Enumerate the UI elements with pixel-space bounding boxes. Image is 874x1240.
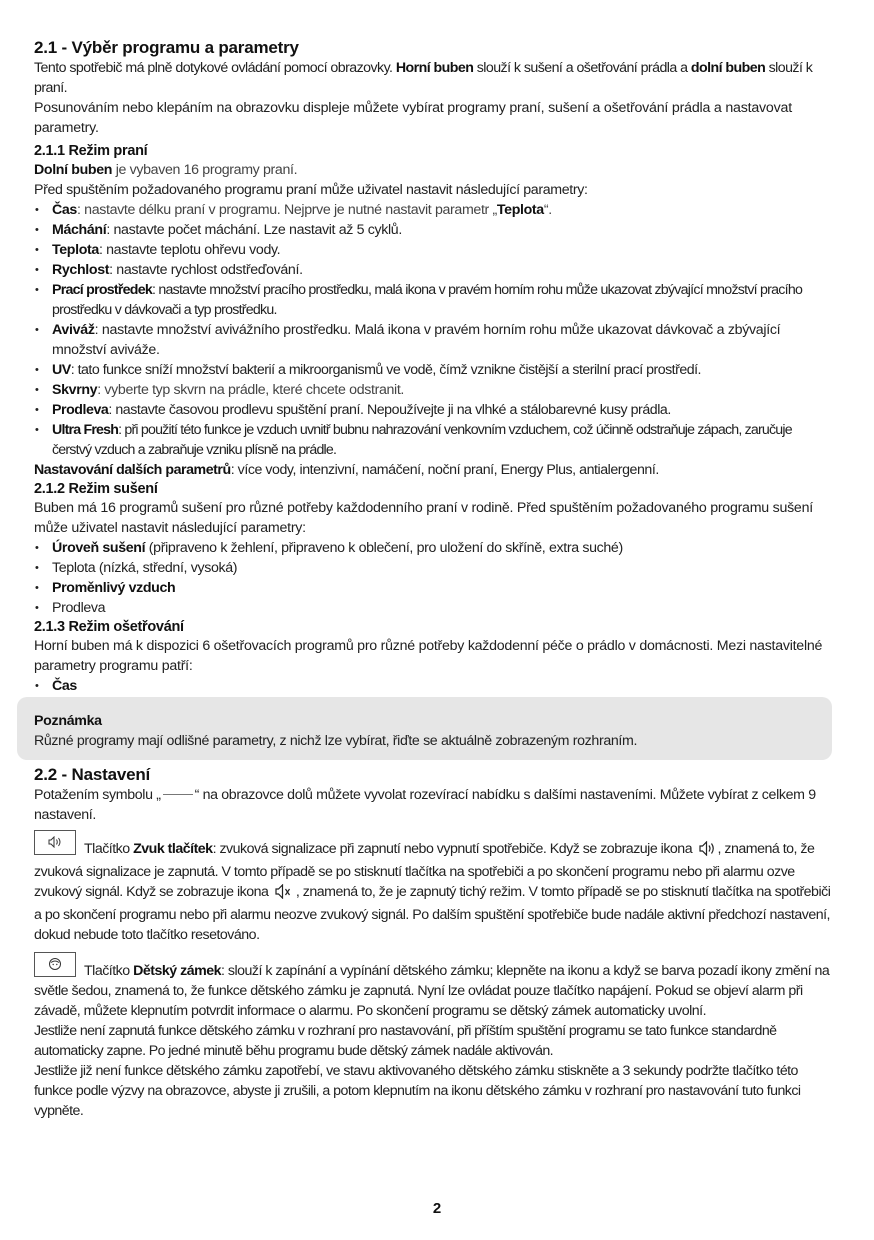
term: Prací prostředek <box>52 282 152 298</box>
bold-term: Nastavování dalších parametrů <box>34 462 231 478</box>
care-parameters-list <box>34 676 834 696</box>
term: Teplota <box>496 202 544 218</box>
sound-description <box>34 830 834 945</box>
heading-2-1-3: 2.1.3 Režim ošetřování <box>34 619 184 635</box>
washing-intro-line-2: Před spuštěním požadovaného programu praní může uživatel nastavit následující parametry: <box>34 182 588 198</box>
term: Teplota <box>52 242 99 258</box>
term: Skvrny <box>52 382 98 398</box>
list-item <box>34 200 824 220</box>
text: Potažením symbolu „ <box>34 787 161 803</box>
list-item <box>34 220 824 240</box>
text: , znamená to, že je zapnutý tichý režim. V tomto případě se po stisknutí tlačítka na spotřebiči a po skončení programu nebo při alarmu neozve zvukový signál. Po dalším spuštění spotřebiče bude nadále aktivní předchozí nastavení, dokud nebude toto tlačítko resetováno. <box>34 884 831 943</box>
text: : nastavte časovou prodlevu spuštění praní. Nepoužívejte ji na vlhké a stálobarevné kusy prádla. <box>108 402 671 418</box>
text: : více vody, intenzivní, namáčení, noční praní, Energy Plus, antialergenní. <box>230 462 659 478</box>
list-item <box>34 676 834 696</box>
term: Prodleva <box>52 402 109 418</box>
term: Rychlost <box>52 262 110 278</box>
washing-intro-line-1 <box>34 160 834 180</box>
section-2-1-1 <box>34 142 834 480</box>
text: : nastavte rychlost odstřeďování. <box>109 262 303 278</box>
term: Prodleva <box>52 600 106 616</box>
more-parameters-line <box>34 460 834 480</box>
list-item <box>34 380 824 400</box>
text: : zvuková signalizace při zapnutí nebo vypnutí spotřebiče. Když se zobrazuje ikona <box>212 841 696 857</box>
term: Ultra Fresh <box>52 422 119 438</box>
text: : nastavte počet máchání. Lze nastavit až 5 cyklů. <box>106 222 402 238</box>
heading-2-1: 2.1 - Výběr programu a parametry <box>34 38 299 57</box>
text: : nastavte teplotu ohřevu vody. <box>98 242 281 258</box>
text: slouží k praní. <box>34 60 813 96</box>
list-item <box>34 260 824 280</box>
section-2-1 <box>34 37 834 138</box>
section-2-2 <box>34 764 834 825</box>
text: (připraveno k žehlení, připraveno k oblečení, pro uložení do skříně, extra suché) <box>145 540 623 556</box>
bold-term: Dětský zámek <box>133 963 221 979</box>
text: : vyberte typ skvrn na prádle, které chcete odstranit. <box>97 382 405 398</box>
bold-term: Zvuk tlačítek <box>133 841 213 857</box>
page-number: 2 <box>432 1200 442 1217</box>
list-item <box>34 598 834 618</box>
child-lock-description <box>34 952 834 1021</box>
child-lock-paragraph <box>34 952 834 1121</box>
term: Čas <box>52 678 77 694</box>
term: Teplota <box>52 560 96 576</box>
child-lock-disable-text: Jestliže již není funkce dětského zámku zapotřebí, ve stavu aktivovaného dětského zámku stiskněte a 3 sekundy podržte tlačítko této funkce podle výzvy na obrazovce, abyste ji zrušili, a potom klepnutím na ikonu dětského zámku v rozhraní pro nastavování tuto funkci vypněte. <box>34 1063 801 1119</box>
bold-term: Horní buben <box>395 60 474 76</box>
intro-paragraph-2: Posunováním nebo klepáním na obrazovku displeje můžete vybírat programy praní, sušení a ošetřování prádla a nastavovat parametry. <box>34 100 792 136</box>
text: Tlačítko <box>84 963 134 979</box>
sound-on-icon <box>698 841 716 862</box>
heading-2-1-1: 2.1.1 Režim praní <box>34 143 148 159</box>
text: Tento spotřebič má plně dotykové ovládání pomocí obrazovky. <box>34 60 396 76</box>
note-box <box>17 697 832 760</box>
text: : při použití této funkce je vzduch uvnitř bubnu nahrazování venkovním vzduchem, což účinně odstraňuje zápach, zaručuje čerstvý vzduch a zabraňuje vzniku plísně na prádle. <box>52 422 792 458</box>
list-item <box>34 538 834 558</box>
care-intro: Horní buben má k dispozici 6 ošetřovacích programů pro různé potřeby každodenní péče o prádlo v domácnosti. Mezi nastavitelné parametry programu patří: <box>34 638 823 674</box>
text: “ na obrazovce dolů můžete vyvolat rozevírací nabídku s dalšími nastaveními. Můžete vybírat z celkem 9 nastavení. <box>34 787 816 823</box>
child-face-icon <box>34 952 76 977</box>
sound-muted-icon <box>274 884 294 905</box>
sound-button-paragraph <box>34 830 834 945</box>
text: : nastavte množství pracího prostředku, malá ikona v pravém horním rohu může ukazovat zbývající množství pracího prostředku v dávkovači a typ prostředku. <box>52 282 803 318</box>
speaker-glyph-icon <box>48 836 62 848</box>
list-item <box>34 280 824 320</box>
drag-handle-symbol-icon <box>163 794 193 795</box>
term: UV <box>52 362 71 378</box>
term: Aviváž <box>52 322 95 338</box>
text: : tato funkce sníží množství bakterií a mikroorganismů ve vodě, čímž vznikne čistější a sterilní prací prostředí. <box>70 362 702 378</box>
list-item <box>34 400 824 420</box>
text: (nízká, střední, vysoká) <box>95 560 238 576</box>
section-2-1-3 <box>34 618 834 696</box>
settings-intro <box>34 785 829 825</box>
drying-intro: Buben má 16 programů sušení pro různé potřeby každodenního praní v rodině. Před spuštěním požadovaného programu sušení může uživatel nastavit následující parametry: <box>34 500 813 536</box>
heading-2-1-2: 2.1.2 Režim sušení <box>34 481 158 497</box>
list-item <box>34 360 824 380</box>
child-lock-auto-text: Jestliže není zapnutá funkce dětského zámku v rozhraní pro nastavování, při příštím spuštění programu se tato funkce standardně automaticky zapne. Po jedné minutě běhu programu bude dětský zámek nadále aktivován. <box>34 1023 777 1059</box>
drying-parameters-list <box>34 538 834 618</box>
intro-paragraph-1 <box>34 58 834 98</box>
list-item <box>34 558 834 578</box>
text: “. <box>543 202 552 218</box>
bold-term: dolní buben <box>690 60 766 76</box>
note-text: Různé programy mají odlišné parametry, z nichž lze vybírat, řiďte se aktuálně zobrazeným rozhraním. <box>34 733 638 749</box>
speaker-icon <box>34 830 76 855</box>
text: je vybaven 16 programy praní. <box>112 162 298 178</box>
term: Úroveň sušení <box>52 540 146 556</box>
term: Máchání <box>52 222 107 238</box>
text: slouží k sušení a ošetřování prádla a <box>473 60 691 76</box>
bold-term: Dolní buben <box>34 162 113 178</box>
text: : slouží k zapínání a vypínání dětského zámku; klepněte na ikonu a když se barva pozadí ikony změní na světle šedou, znamená to, že funkce dětského zámku je zapnutá. Nyní lze ovládat pouze tlačítko napájení. Pokud se objeví alarm při závadě, můžete klepnutím potvrdit informace o alarmu. Po skončení programu se dětský zámek automaticky uvolní. <box>34 963 830 1019</box>
text: Tlačítko <box>84 841 134 857</box>
text: , znamená to, že zvuková signalizace je zapnutá. V tomto případě se po stisknutí tlačítka na spotřebiči a po skončení programu nebo při alarmu ozve zvukový signál. Když se zobrazuje ikona <box>34 841 815 900</box>
section-2-1-2 <box>34 480 834 618</box>
note-title: Poznámka <box>34 713 102 729</box>
list-item <box>34 578 834 598</box>
term: Čas <box>52 202 77 218</box>
text: : nastavte délku praní v programu. Nejprve je nutné nastavit parametr „ <box>76 202 497 218</box>
list-item <box>34 420 824 460</box>
washing-parameters-list <box>34 200 824 460</box>
list-item <box>34 240 824 260</box>
child-face-glyph-icon <box>48 957 62 971</box>
term: Proměnlivý vzduch <box>52 580 176 596</box>
list-item <box>34 320 824 360</box>
heading-2-2: 2.2 - Nastavení <box>34 765 151 784</box>
text: : nastavte množství avivážního prostředku. Malá ikona v pravém horním rohu může ukazovat dávkovač a zbývající množství aviváže. <box>52 322 781 358</box>
